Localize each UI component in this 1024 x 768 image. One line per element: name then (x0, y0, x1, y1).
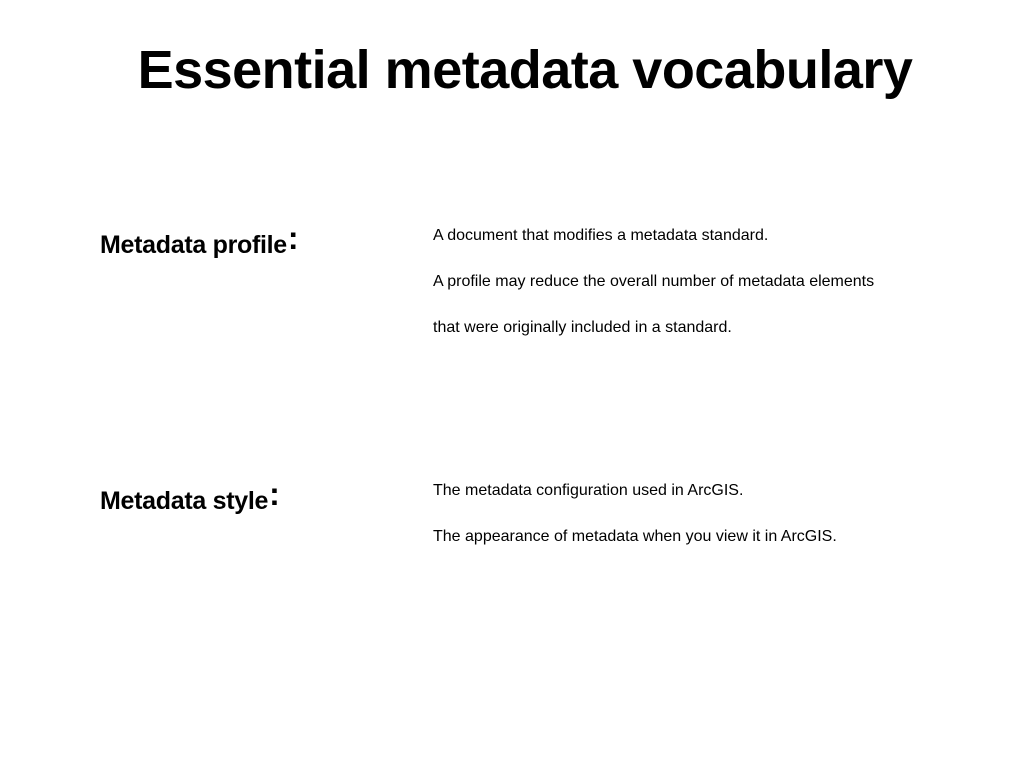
definition-line: A document that modifies a metadata standard. (433, 227, 769, 244)
term-metadata-style (100, 478, 279, 514)
definition-line: The metadata configuration used in ArcGIS. (433, 482, 744, 499)
term-colon: : (287, 220, 299, 256)
slide-title: Essential metadata vocabulary (137, 40, 913, 100)
definition-line: A profile may reduce the overall number of metadata elements (433, 273, 875, 290)
definition-line: The appearance of metadata when you view it in ArcGIS. (433, 528, 837, 545)
definition-line: that were originally included in a standard. (433, 319, 732, 336)
term-metadata-profile (100, 222, 298, 258)
term-colon: : (269, 476, 280, 512)
term-label: Metadata style (100, 487, 269, 515)
term-label: Metadata profile (100, 231, 287, 259)
